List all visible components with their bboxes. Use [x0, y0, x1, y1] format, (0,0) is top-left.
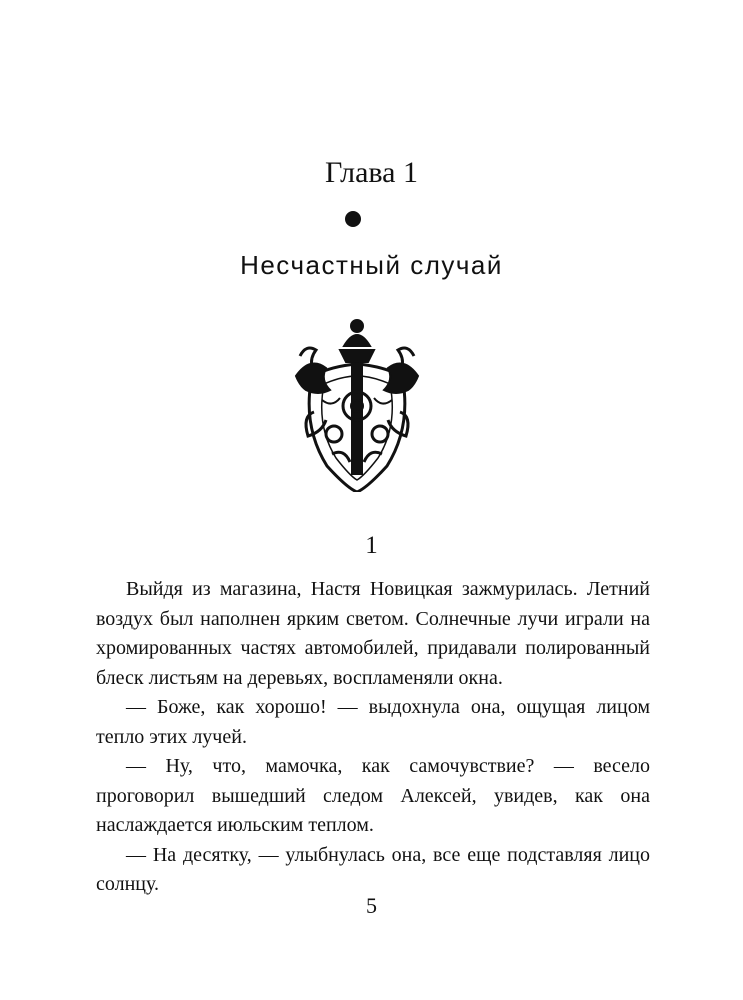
- paragraph: — Ну, что, мамочка, как самочувствие? — весело проговорил вышедший следом Алексей, увидев, как она наслаждается июльским теплом.: [96, 755, 650, 836]
- page-number: 5: [366, 893, 377, 918]
- bullet-divider-icon: [345, 211, 361, 227]
- body-text: [96, 575, 650, 900]
- section-number: 1: [365, 532, 378, 559]
- heraldic-ornament-icon: [292, 316, 422, 492]
- paragraph: — Боже, как хорошо! — выдохнула она, ощущая лицом тепло этих лучей.: [96, 696, 650, 748]
- paragraph: Выйдя из магазина, Настя Новицкая зажмурилась. Летний воздух был наполнен ярким светом. Солнечные лучи играли на хромированных частях автомобилей, придавали полированный блеск листьям на деревьях, воспламеняли окна.: [96, 578, 650, 689]
- chapter-heading: Глава 1: [325, 156, 418, 189]
- paragraph: — На десятку, — улыбнулась она, все еще подставляя лицо солнцу.: [96, 843, 650, 895]
- chapter-title: Несчастный случай: [240, 250, 503, 280]
